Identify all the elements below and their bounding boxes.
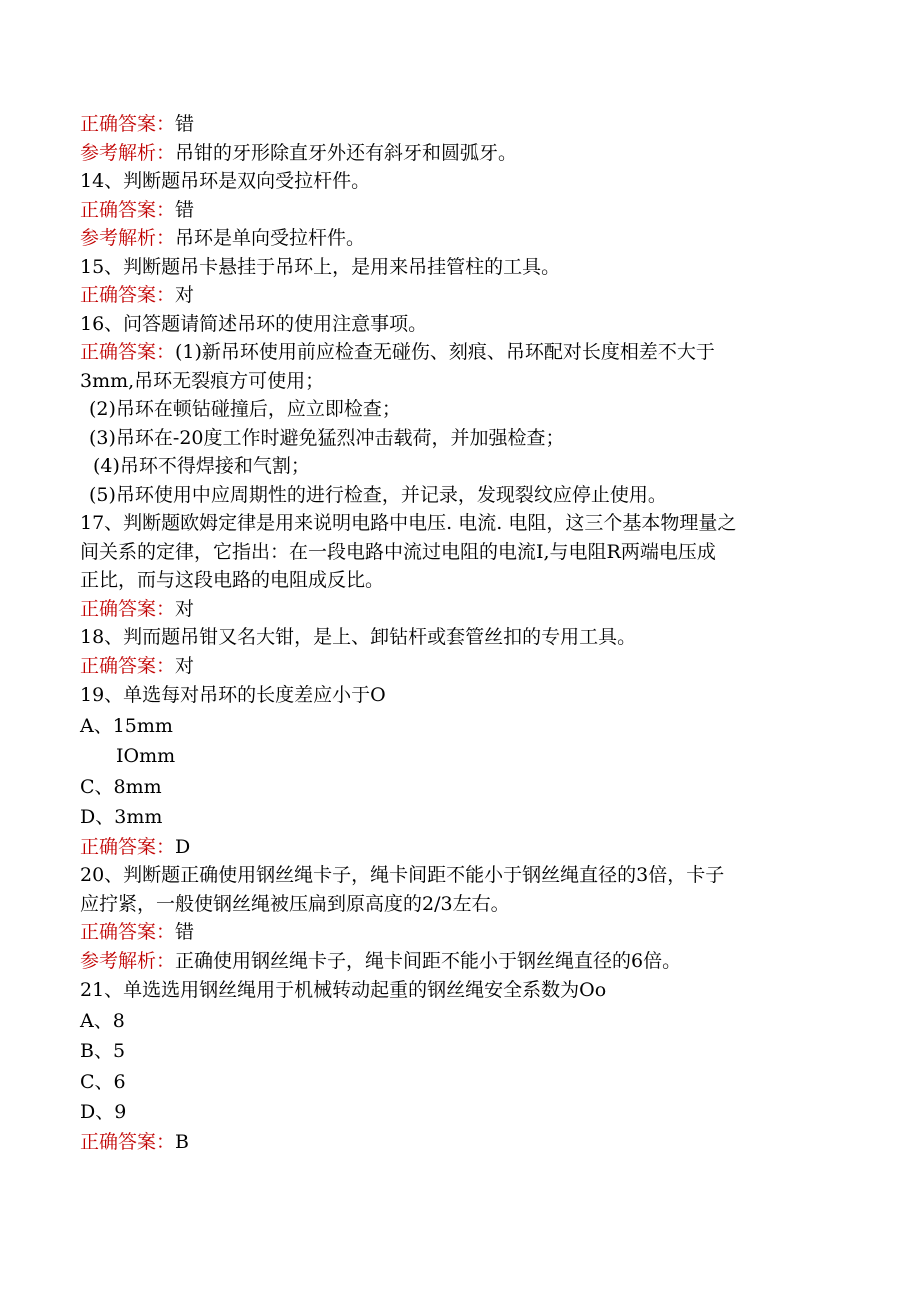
answer-value: 错 — [175, 921, 195, 943]
analysis-text: 正确使用钢丝绳卡子，绳卡间距不能小于钢丝绳直径的6倍。 — [175, 949, 682, 972]
question-continuation: 应拧紧，一般使钢丝绳被压扁到原高度的2/3左右。 — [80, 892, 510, 915]
analysis-line — [80, 947, 840, 976]
answer-item: (4)吊环不得焊接和气割； — [93, 455, 310, 477]
answer-line — [80, 1128, 840, 1157]
answer-value: 错 — [175, 198, 195, 221]
option-d: D、9 — [80, 1101, 127, 1123]
answer-label: 正确答案： — [80, 654, 176, 677]
answer-line — [80, 652, 840, 681]
option-c: C、6 — [80, 1070, 126, 1093]
analysis-line — [80, 224, 840, 253]
question-21: 21、单选选用钢丝绳用于机械转动起重的钢丝绳安全系数为Oo — [80, 979, 607, 1001]
analysis-label: 参考解析： — [80, 227, 176, 249]
question-continuation: 正比，而与这段电路的电阻成反比。 — [80, 569, 385, 591]
answer-value: 对 — [175, 597, 195, 620]
analysis-label: 参考解析： — [80, 949, 176, 972]
answer-line — [80, 281, 840, 310]
analysis-label: 参考解析： — [80, 141, 176, 164]
option-c: C、8mm — [80, 775, 162, 798]
option-a: A、15mm — [80, 714, 173, 737]
question-continuation: 间关系的定律，它指出：在一段电路中流过电阻的电流I,与电阻R两端电压成 — [80, 540, 716, 563]
answer-label: 正确答案： — [80, 597, 176, 620]
answer-label: 正确答案： — [80, 835, 176, 858]
answer-line — [80, 110, 840, 139]
option-b: IOmm — [116, 745, 176, 767]
analysis-text: 吊钳的牙形除直牙外还有斜牙和圆弧牙。 — [175, 141, 518, 164]
answer-value: (1)新吊环使用前应检查无碰伤、刻痕、吊环配对长度相差不大于 — [175, 341, 715, 363]
question-14: 14、判断题吊环是双向受拉杆件。 — [80, 170, 371, 192]
answer-value: B — [175, 1130, 189, 1153]
answer-line — [80, 833, 840, 862]
answer-line — [80, 595, 840, 624]
answer-item: (5)吊环使用中应周期性的进行检查，并记录，发现裂纹应停止使用。 — [89, 483, 667, 506]
analysis-line — [80, 139, 840, 168]
answer-item: (2)吊环在顿钻碰撞后，应立即检查； — [89, 398, 401, 420]
option-b: B、5 — [80, 1040, 126, 1062]
question-19: 19、单选每对吊环的长度差应小于O — [80, 684, 386, 706]
answer-value: D — [175, 835, 191, 858]
answer-label: 正确答案： — [80, 113, 176, 135]
question-15: 15、判断题吊卡悬挂于吊环上，是用来吊挂管柱的工具。 — [80, 255, 561, 278]
option-a: A、8 — [80, 1009, 125, 1032]
option-d: D、3mm — [80, 806, 163, 828]
question-17: 17、判断题欧姆定律是用来说明电路中电压. 电流. 电阻，这三个基本物理量之 — [80, 512, 737, 534]
answer-continuation: 3mm,吊环无裂痕方可使用； — [80, 369, 325, 392]
question-18: 18、判而题吊钳又名大钳，是上、卸钻杆或套管丝扣的专用工具。 — [80, 626, 637, 648]
document-page — [80, 110, 840, 1156]
answer-label: 正确答案： — [80, 921, 176, 943]
answer-item: (3)吊环在-20度工作时避免猛烈冲击载荷，并加强检查； — [89, 426, 565, 449]
answer-label: 正确答案： — [80, 341, 176, 363]
answer-line — [80, 196, 840, 225]
answer-value: 对 — [175, 284, 195, 306]
answer-label: 正确答案： — [80, 198, 176, 221]
analysis-text: 吊环是单向受拉杆件。 — [175, 227, 366, 249]
answer-label: 正确答案： — [80, 1130, 176, 1153]
answer-value: 对 — [175, 654, 195, 677]
answer-label: 正确答案： — [80, 284, 176, 306]
question-20: 20、判断题正确使用钢丝绳卡子，绳卡间距不能小于钢丝绳直径的3倍，卡子 — [80, 864, 725, 886]
question-16: 16、问答题请简述吊环的使用注意事项。 — [80, 312, 428, 335]
answer-line — [80, 338, 840, 367]
answer-line — [80, 918, 840, 947]
answer-value: 错 — [175, 113, 195, 135]
